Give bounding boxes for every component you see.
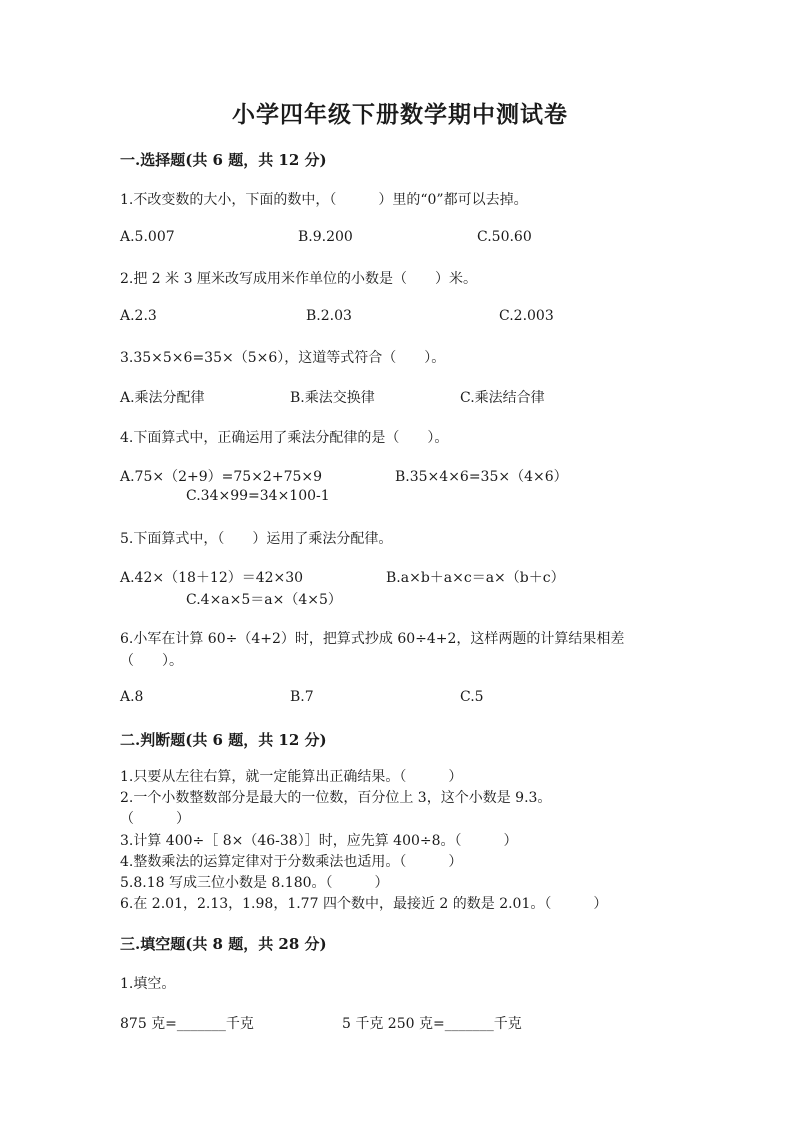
option-c: C.34×99=34×100-1	[186, 488, 330, 504]
section-heading-judgement: 二.判断题(共 6 题，共 12 分)	[120, 731, 327, 749]
option-b: B.乘法交换律	[290, 390, 375, 406]
question-stem: 1.填空。	[120, 976, 176, 992]
option-a: A.42×（18＋12）＝42×30	[120, 570, 304, 586]
option-b: B.9.200	[298, 229, 353, 245]
statement-line: 1.只要从左往右算，就一定能算出正确结果。（ ）	[120, 769, 463, 785]
option-c: C.4×a×5＝a×（4×5）	[186, 592, 342, 608]
question-stem: 4.下面算式中，正确运用了乘法分配律的是（ ）。	[120, 430, 449, 446]
statement-line: 4.整数乘法的运算定律对于分数乘法也适用。（ ）	[120, 854, 463, 870]
option-a: A.2.3	[120, 308, 157, 324]
statement-line: （ ）	[120, 811, 190, 827]
section-heading-fill: 三.填空题(共 8 题，共 28 分)	[120, 935, 327, 953]
question-stem: 1.不改变数的大小，下面的数中，（ ）里的“0”都可以去掉。	[120, 192, 528, 208]
option-a: A.5.007	[120, 229, 175, 245]
option-c: C.乘法结合律	[460, 390, 545, 406]
question-stem: 2.把 2 米 3 厘米改写成用米作单位的小数是（ ）米。	[120, 271, 477, 287]
option-b: B.a×b＋a×c＝a×（b＋c）	[386, 570, 565, 586]
option-c: C.5	[460, 689, 484, 705]
option-a: A.乘法分配律	[120, 390, 205, 406]
question-stem-continued: （ ）。	[120, 653, 183, 669]
option-c: C.2.003	[499, 308, 554, 324]
page-title: 小学四年级下册数学期中测试卷	[232, 101, 568, 128]
fill-blank-item: 875 克=_______千克	[120, 1016, 254, 1032]
option-b: B.35×4×6=35×（4×6）	[395, 469, 568, 485]
section-heading-choice: 一.选择题(共 6 题，共 12 分)	[120, 151, 327, 169]
option-b: B.2.03	[306, 308, 352, 324]
option-b: B.7	[290, 689, 314, 705]
option-a: A.8	[120, 689, 144, 705]
question-stem: 5.下面算式中，（ ）运用了乘法分配律。	[120, 531, 393, 547]
option-a: A.75×（2+9）=75×2+75×9	[120, 469, 323, 485]
statement-line: 5.8.18 写成三位小数是 8.180。（ ）	[120, 875, 389, 891]
fill-blank-item: 5 千克 250 克=_______千克	[342, 1016, 522, 1032]
question-stem: 6.小军在计算 60÷（4+2）时，把算式抄成 60÷4+2，这样两题的计算结果相差	[120, 631, 625, 647]
statement-line: 2.一个小数整数部分是最大的一位数，百分位上 3，这个小数是 9.3。	[120, 790, 552, 806]
statement-line: 6.在 2.01，2.13，1.98，1.77 四个数中，最接近 2 的数是 2.01。（ ）	[120, 896, 608, 912]
option-c: C.50.60	[477, 229, 532, 245]
statement-line: 3.计算 400÷［ 8×（46-38）］时，应先算 400÷8。（ ）	[120, 833, 518, 849]
question-stem: 3.35×5×6=35×（5×6），这道等式符合（ ）。	[120, 350, 446, 366]
